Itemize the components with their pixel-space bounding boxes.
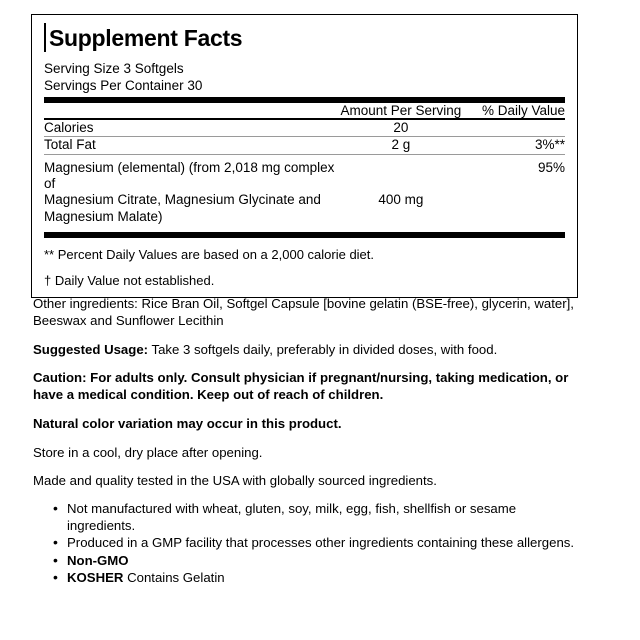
caution-label: Caution:: [33, 370, 87, 386]
nutrition-rows: [44, 120, 565, 136]
suggested-usage: [33, 342, 585, 359]
magnesium-line-1: Magnesium (elemental) (from 2,018 mg complex of: [44, 159, 335, 191]
nutrition-rows-2: [44, 137, 565, 153]
note-bold-2: Non-GMO: [67, 552, 129, 568]
header-spacer: [44, 103, 336, 118]
supplement-facts-panel: [31, 14, 578, 298]
caution: [33, 370, 585, 404]
panel-footnotes: [44, 238, 565, 289]
other-ingredients: Other ingredients: Rice Bran Oil, Softgel Capsule [bovine gelatin (BSE-free), glycerin, water], Beeswax and Sunflower Lecithin: [33, 296, 574, 328]
table-row-calories: [44, 120, 565, 136]
made-in-usa: Made and quality tested in the USA with globally sourced ingredients.: [33, 473, 437, 489]
panel-title: Supplement Facts: [44, 23, 242, 52]
table-header-row: [44, 103, 565, 118]
suggested-usage-text: Take 3 softgels daily, preferably in divided doses, with food.: [148, 341, 498, 357]
table-row-total-fat: [44, 137, 565, 153]
nutrition-rows-3: [44, 155, 565, 230]
serving-information: [44, 61, 565, 94]
nutrition-table: [44, 103, 565, 118]
row-name-total-fat: Total Fat: [44, 137, 96, 153]
storage-instructions: Store in a cool, dry place after opening.: [33, 444, 263, 460]
row-dv-calories: [466, 120, 565, 136]
note-bold-3: KOSHER: [67, 570, 124, 586]
list-item: [67, 570, 585, 587]
caution-text: For adults only. Consult physician if pregnant/nursing, taking medication, or have a medical condition. Keep out of reach of children.: [33, 370, 569, 403]
row-amount-calories: 20: [393, 119, 409, 135]
row-name-magnesium: [44, 155, 336, 230]
row-amount-magnesium-cell: [336, 155, 466, 230]
serving-size: Serving Size 3 Softgels: [44, 61, 184, 77]
header-amount-per-serving: Amount Per Serving: [340, 103, 462, 119]
footnote-dagger: † Daily Value not established.: [44, 272, 215, 288]
header-percent-daily-value: % Daily Value: [481, 103, 565, 119]
row-amount-magnesium: 400 mg: [378, 192, 424, 208]
list-item: [67, 535, 585, 552]
row-name-calories: Calories: [44, 119, 94, 135]
note-text-0: Not manufactured with wheat, gluten, soy, milk, egg, fish, shellfish or sesame ingredients.: [67, 501, 517, 533]
row-dv-total-fat: 3%**: [534, 137, 565, 153]
allergen-notes-list: [33, 501, 585, 587]
natural-color-variation-text: Natural color variation may occur in this product.: [33, 415, 342, 431]
magnesium-line-2: Magnesium Citrate, Magnesium Glycinate and: [44, 192, 321, 208]
suggested-usage-label: Suggested Usage:: [33, 341, 149, 357]
natural-color-variation: [33, 416, 585, 433]
label-body-copy: [33, 296, 585, 588]
row-dv-magnesium: 95%: [537, 159, 565, 175]
servings-per-container: Servings Per Container 30: [44, 77, 203, 93]
table-row-magnesium: [44, 155, 565, 230]
magnesium-line-3: Magnesium Malate): [44, 208, 163, 224]
list-item: [67, 501, 585, 534]
list-item: [67, 553, 585, 570]
footnote-percent-daily-value: ** Percent Daily Values are based on a 2,000 calorie diet.: [44, 247, 375, 263]
note-text-3: Contains Gelatin: [123, 570, 225, 586]
note-text-1: Produced in a GMP facility that processes other ingredients containing these allergens.: [67, 535, 575, 551]
row-amount-total-fat: 2 g: [391, 137, 411, 153]
